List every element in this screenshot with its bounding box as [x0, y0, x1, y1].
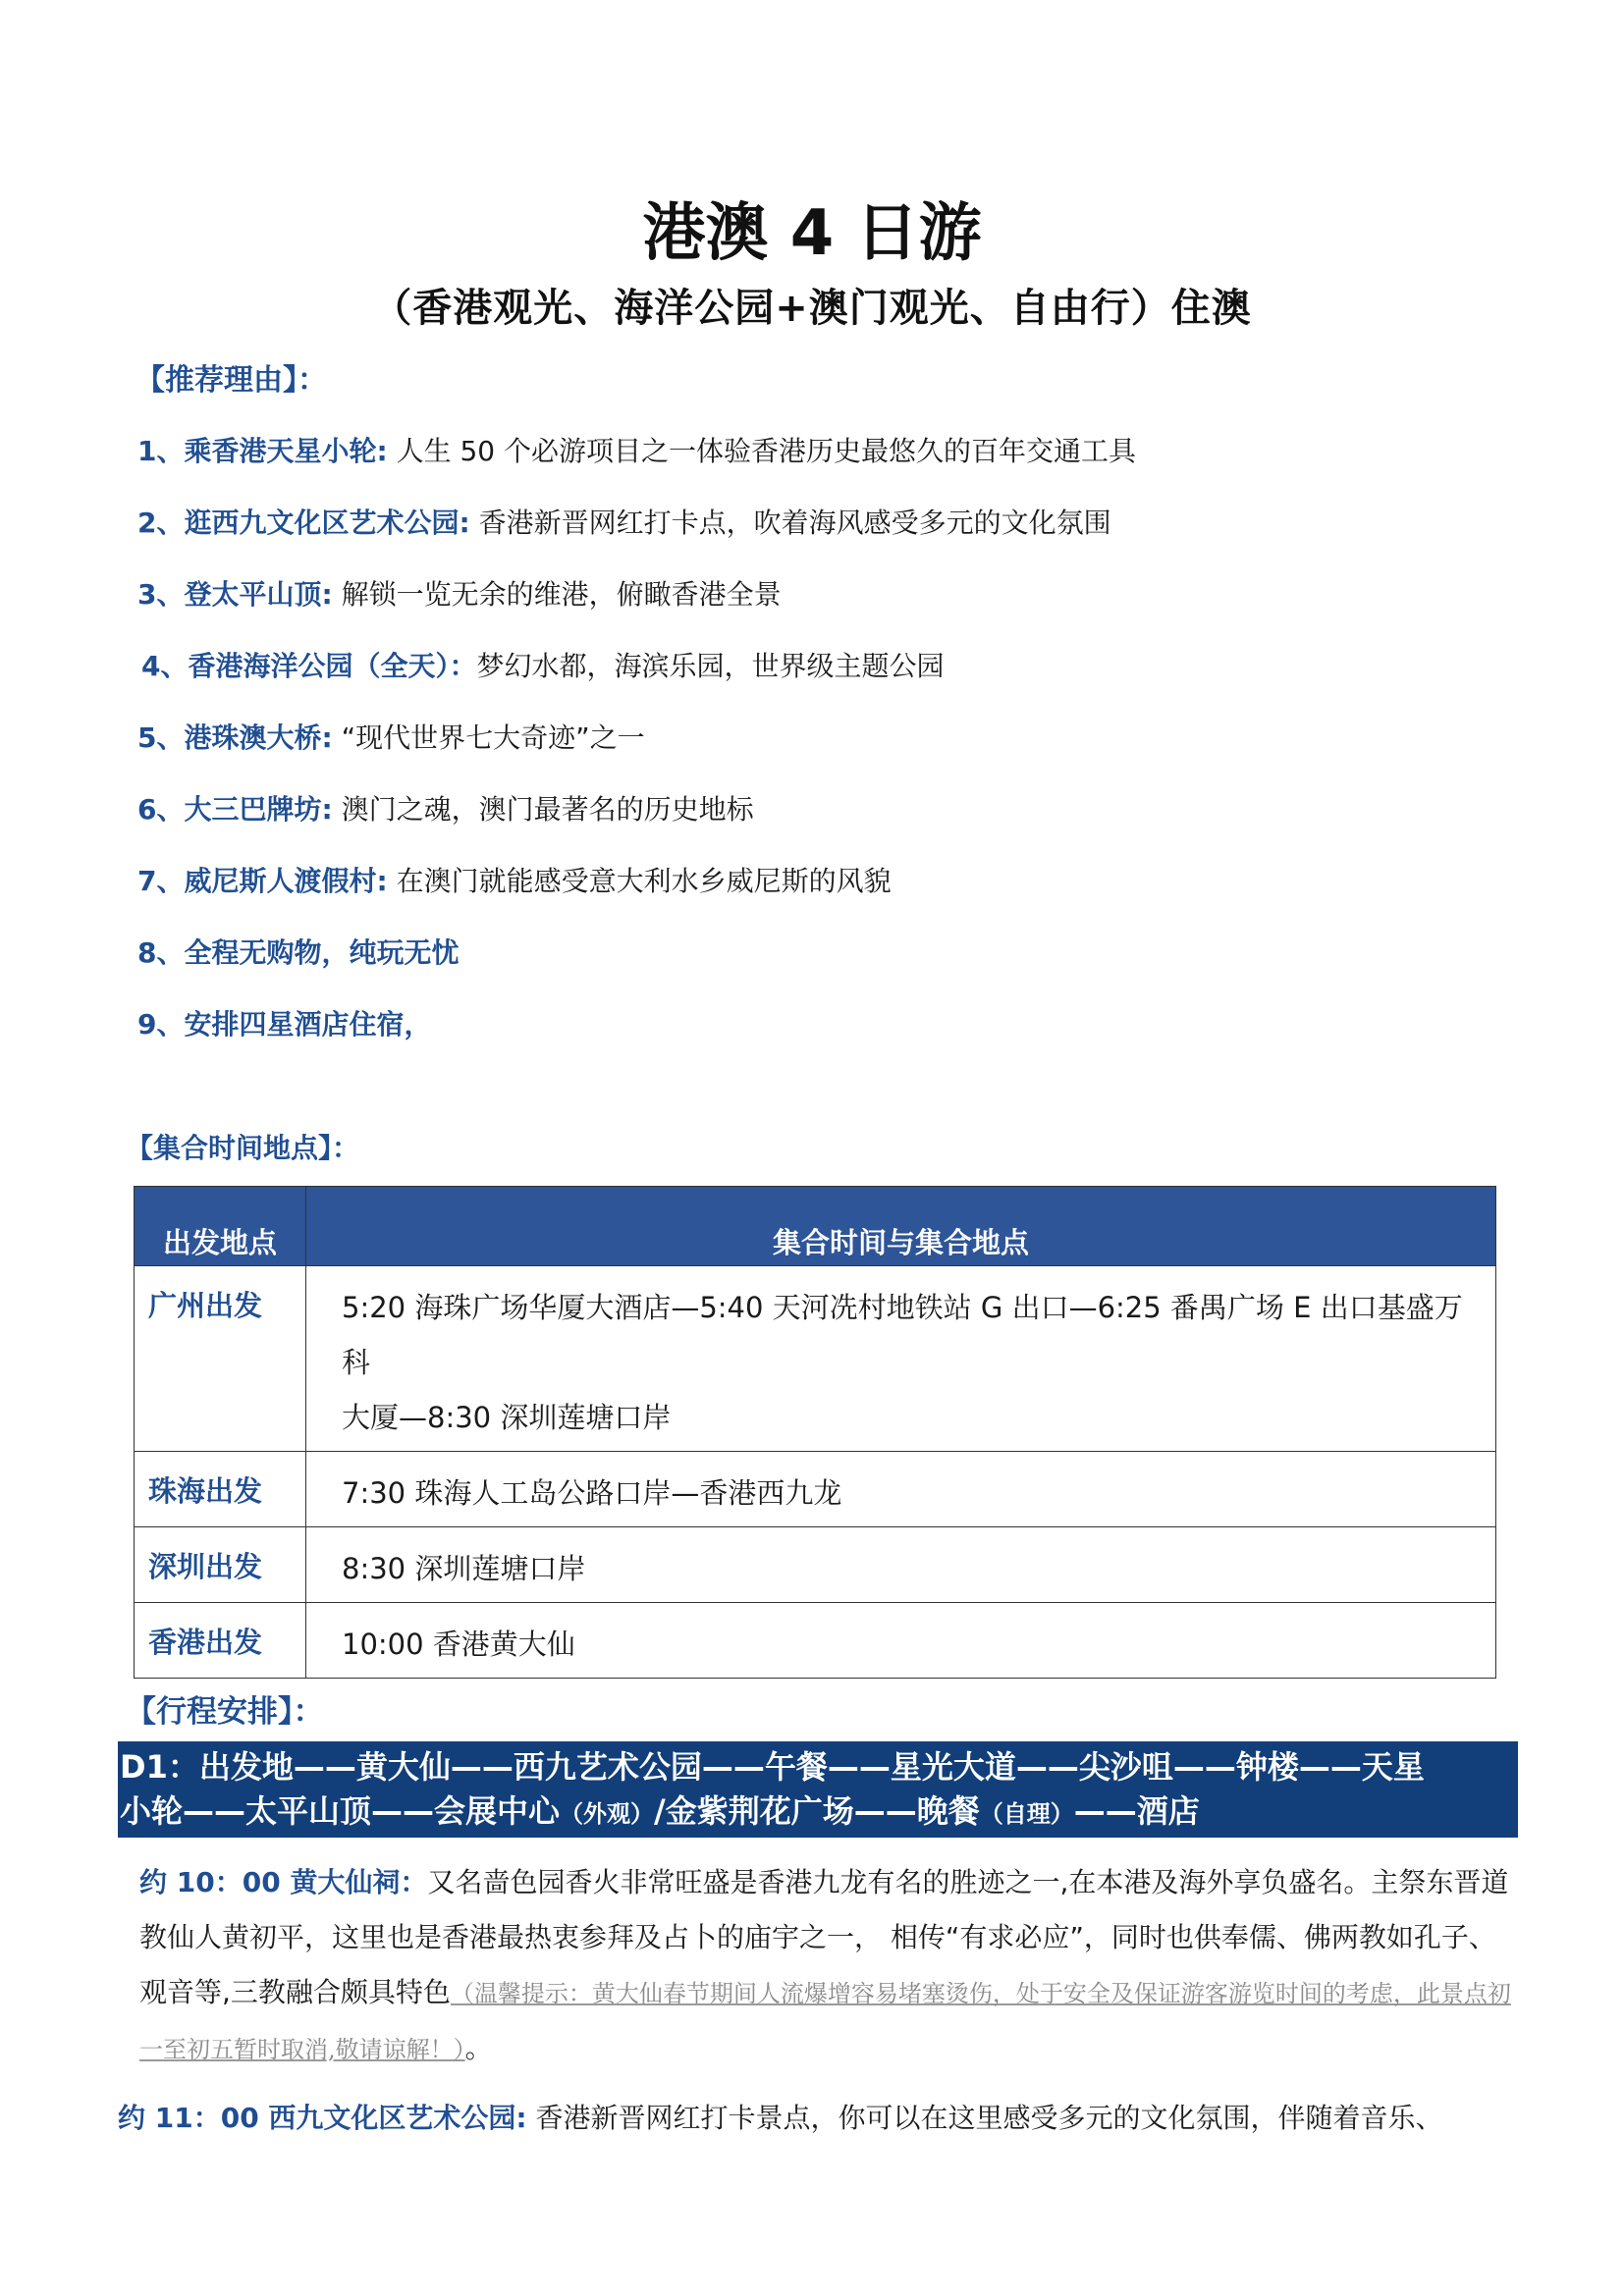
page-title: 港澳 4 日游 — [642, 197, 982, 270]
reason-item: 1、乘香港天星小轮: 人生 50 个必游项目之一体验香港历史最悠久的百年交通工具 — [137, 435, 1137, 467]
table-row — [135, 1527, 1496, 1603]
column-header-departure: 出发地点 — [135, 1187, 306, 1266]
meeting-info: 7:30 珠海人工岛公路口岸—香港西九龙 — [306, 1452, 1496, 1527]
departure-city: 深圳出发 — [135, 1527, 306, 1603]
table-row — [135, 1603, 1496, 1679]
meeting-info: 10:00 香港黄大仙 — [306, 1603, 1496, 1679]
itinerary-heading: 【行程安排】： — [126, 1694, 324, 1730]
reason-item: 6、大三巴牌坊: 澳门之魂，澳门最著名的历史地标 — [137, 793, 754, 826]
departure-city: 广州出发 — [135, 1266, 306, 1452]
warm-tip-note: （温馨提示：黄大仙春节期间人流爆增容易堵塞烫伤，处于安全及保证游客游览时间的考虑，此景点初一至初五暂时取消,敬请谅解！） — [139, 1980, 1511, 2063]
table-row — [135, 1266, 1496, 1452]
meeting-heading: 【集合时间地点】： — [126, 1132, 360, 1164]
page-subtitle: （香港观光、海洋公园+澳门观光、自由行）住澳 — [372, 286, 1252, 331]
meeting-info: 8:30 深圳莲塘口岸 — [306, 1527, 1496, 1603]
departure-city: 香港出发 — [135, 1603, 306, 1679]
day1-route-bar — [118, 1741, 1518, 1838]
reason-item: 4、香港海洋公园（全天）：梦幻水都，海滨乐园，世界级主题公园 — [141, 650, 945, 682]
day1-route-line: D1：出发地——黄大仙——西九艺术公园——午餐——星光大道——尖沙咀——钟楼——天星 — [120, 1748, 1425, 1786]
table-row — [135, 1452, 1496, 1527]
reason-item: 8、全程无购物，纯玩无忧 — [137, 936, 460, 969]
departure-city: 珠海出发 — [135, 1452, 306, 1527]
stop-west-kowloon-art-park: 约 11：00 西九文化区艺术公园: 香港新晋网红打卡景点，你可以在这里感受多元的文化氛围，伴随着音乐、 — [118, 2102, 1443, 2134]
reason-item: 5、港珠澳大桥: “现代世界七大奇迹”之一 — [137, 721, 645, 754]
reasons-heading: 【推荐理由】： — [135, 363, 327, 398]
meeting-table — [134, 1186, 1496, 1679]
reason-item: 2、逛西九文化区艺术公园: 香港新晋网红打卡点，吹着海风感受多元的文化氛围 — [137, 507, 1111, 539]
reason-item: 3、登太平山顶: 解锁一览无余的维港，俯瞰香港全景 — [137, 578, 782, 611]
column-header-time-place: 集合时间与集合地点 — [306, 1187, 1496, 1266]
reason-item: 9、安排四星酒店住宿， — [137, 1008, 432, 1041]
stop-wong-tai-sin: 约 10：00 黄大仙祠：又名啬色园香火非常旺盛是香港九龙有名的胜迹之一,在本港及海外享负盛名。主祭东晋道教仙人黄初平，这里也是香港最热衷参拜及占卜的庙宇之一， 相传“有求必应”，同时也供奉儒、佛两教如孔子、观音等,三教融合颇具特色（温馨提示：黄大仙春节期间人流爆增容易堵塞烫伤，处于安全及保证游客游览时间的考虑，此景点初一至初五暂时取消,敬请谅解！）。 — [139, 1866, 1511, 2064]
reason-item: 7、威尼斯人渡假村: 在澳门就能感受意大利水乡威尼斯的风貌 — [137, 865, 892, 897]
day1-route-line: 小轮——太平山顶——会展中心（外观）/金紫荆花广场——晚餐（自理）——酒店 — [120, 1792, 1200, 1830]
table-header-row — [135, 1187, 1496, 1266]
meeting-info: 5:20 海珠广场华厦大酒店—5:40 天河冼村地铁站 G 出口—6:25 番禺广场 E 出口基盛万科 大厦—8:30 深圳莲塘口岸 — [306, 1266, 1496, 1452]
